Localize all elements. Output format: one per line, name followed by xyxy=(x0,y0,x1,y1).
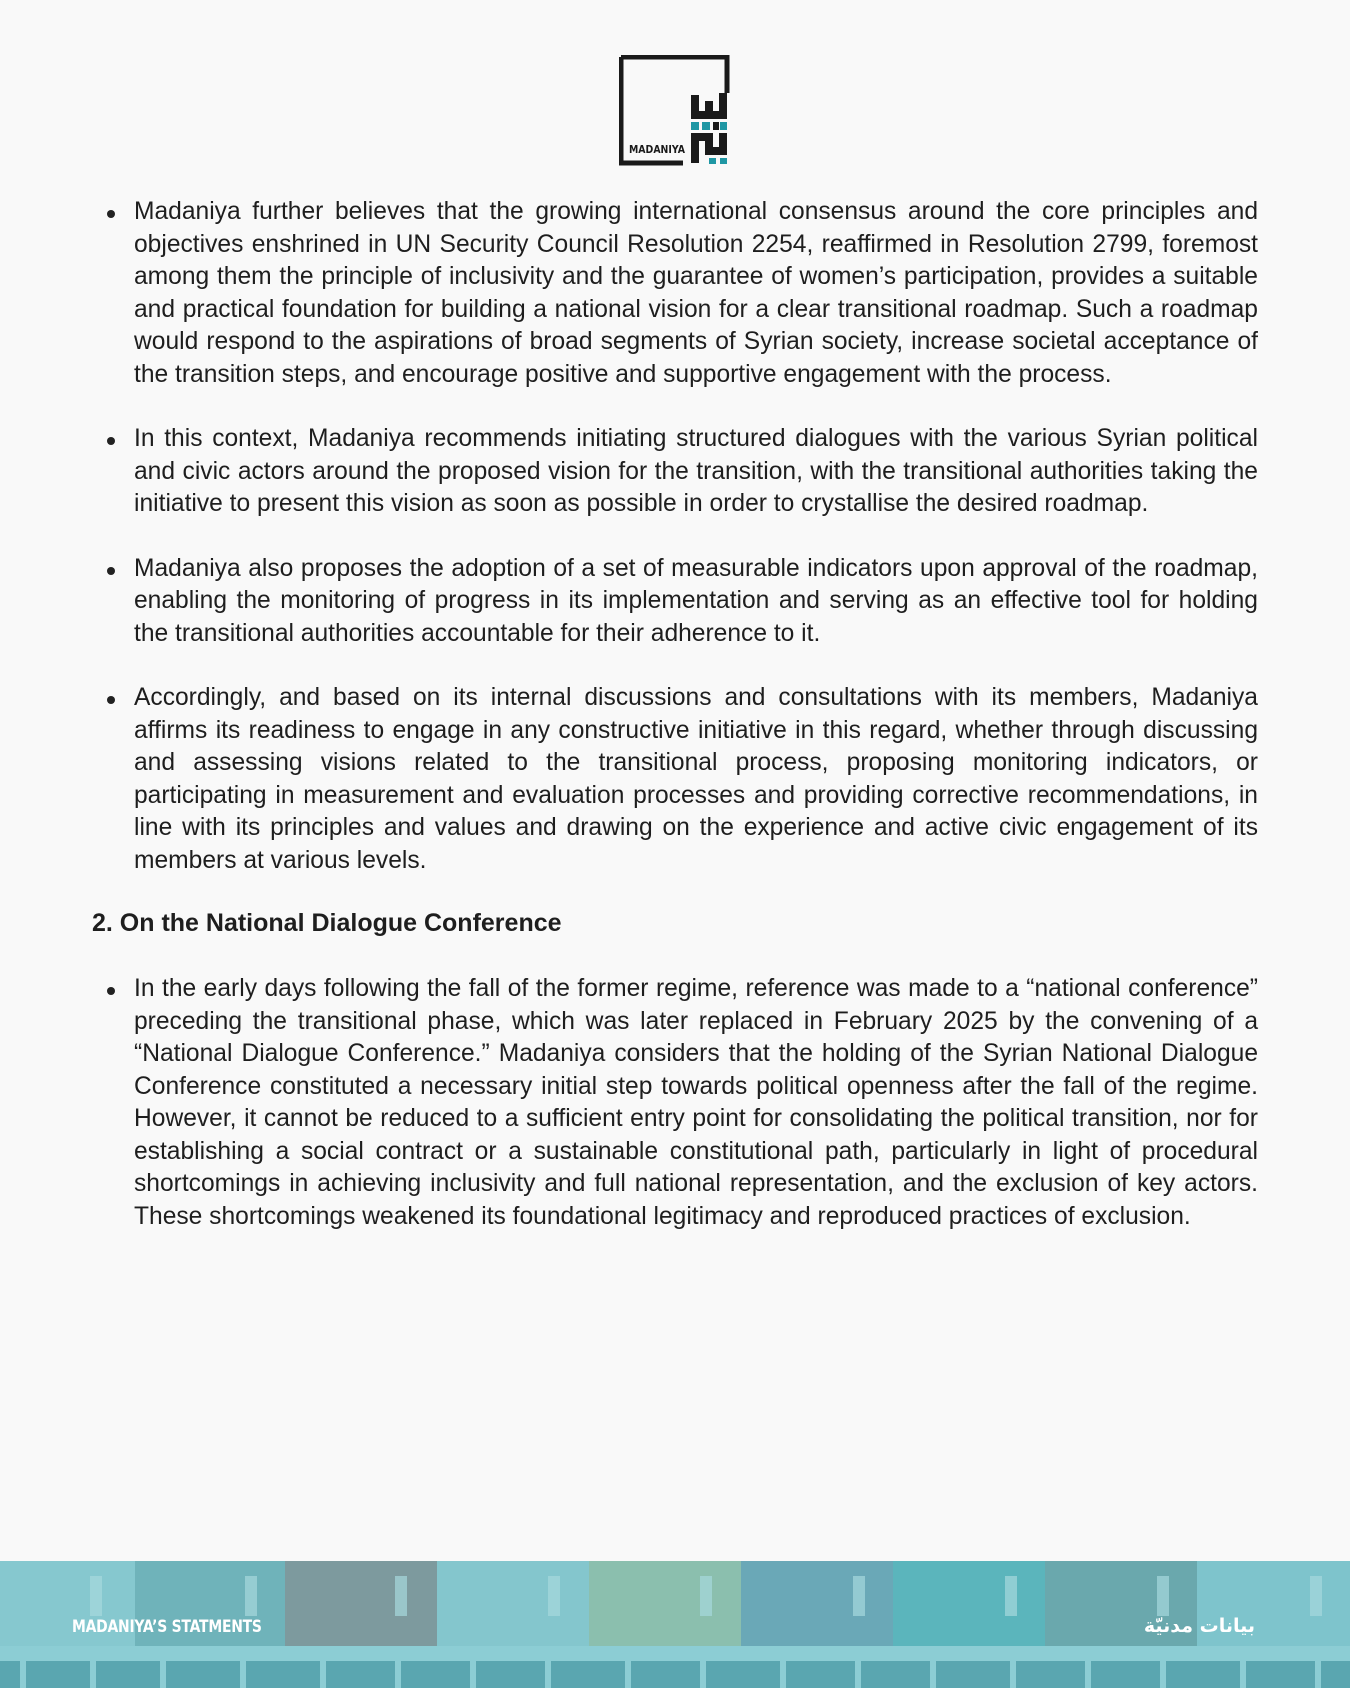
list-item: Madaniya further believes that the growing international consensus around the core principles and objectives enshrined in UN Security Council Resolution 2254, reaffirmed in Resolution 2799, foremost among them the principle of inclusivity and the guarantee of women’s participation, provides a suitable and practical foundation for building a national vision for a clear transitional roadmap. Such a roadmap would respond to the aspirations of broad segments of Syrian society, increase societal acceptance of the transition steps, and encourage positive and supportive engagement with the process. xyxy=(92,196,1258,391)
bullet-list-bottom xyxy=(92,973,1258,1233)
logo-text: MADANIYA xyxy=(629,144,686,156)
list-item: In the early days following the fall of the former regime, reference was made to a “national conference” preceding the transitional phase, which was later replaced in February 2025 by the convening of a “National Dialogue Conference.” Madaniya considers that the holding of the Syrian National Dialogue Conference constituted a necessary initial step towards political openness after the fall of the regime. However, it cannot be reduced to a sufficient entry point for consolidating the political transition, nor for establishing a social contract or a sustainable constitutional path, particularly in light of procedural shortcomings in achieving inclusivity and full national representation, and the exclusion of key actors. These shortcomings weakened its foundational legitimacy and reproduced practices of exclusion. xyxy=(92,973,1258,1233)
madaniya-logo xyxy=(619,55,731,167)
document-body xyxy=(92,196,1258,1265)
bullet-list-top xyxy=(92,196,1258,877)
list-item: In this context, Madaniya recommends initiating structured dialogues with the various Syrian political and civic actors around the proposed vision for the transition, with the transitional authorities taking the initiative to present this vision as soon as possible in order to crystallise the desired roadmap. xyxy=(92,423,1258,521)
section-heading: 2. On the National Dialogue Conference xyxy=(92,909,562,937)
list-item: Accordingly, and based on its internal discussions and consultations with its members, Madaniya affirms its readiness to engage in any constructive initiative in this regard, whether through discussing and assessing visions related to the transitional process, proposing monitoring indicators, or participating in measurement and evaluation processes and providing corrective recommendations, in line with its principles and values and drawing on the experience and active civic engagement of its members at various levels. xyxy=(92,682,1258,877)
list-item: Madaniya also proposes the adoption of a set of measurable indicators upon approval of the roadmap, enabling the monitoring of progress in its implementation and serving as an effective tool for holding the transitional authorities accountable for their adherence to it. xyxy=(92,553,1258,651)
footer-right-label: بيانات مدنيّة xyxy=(1143,1615,1255,1637)
footer-left-label: MADANIYA’S STATMENTS xyxy=(72,1617,262,1637)
footer-banner xyxy=(0,1561,1350,1688)
